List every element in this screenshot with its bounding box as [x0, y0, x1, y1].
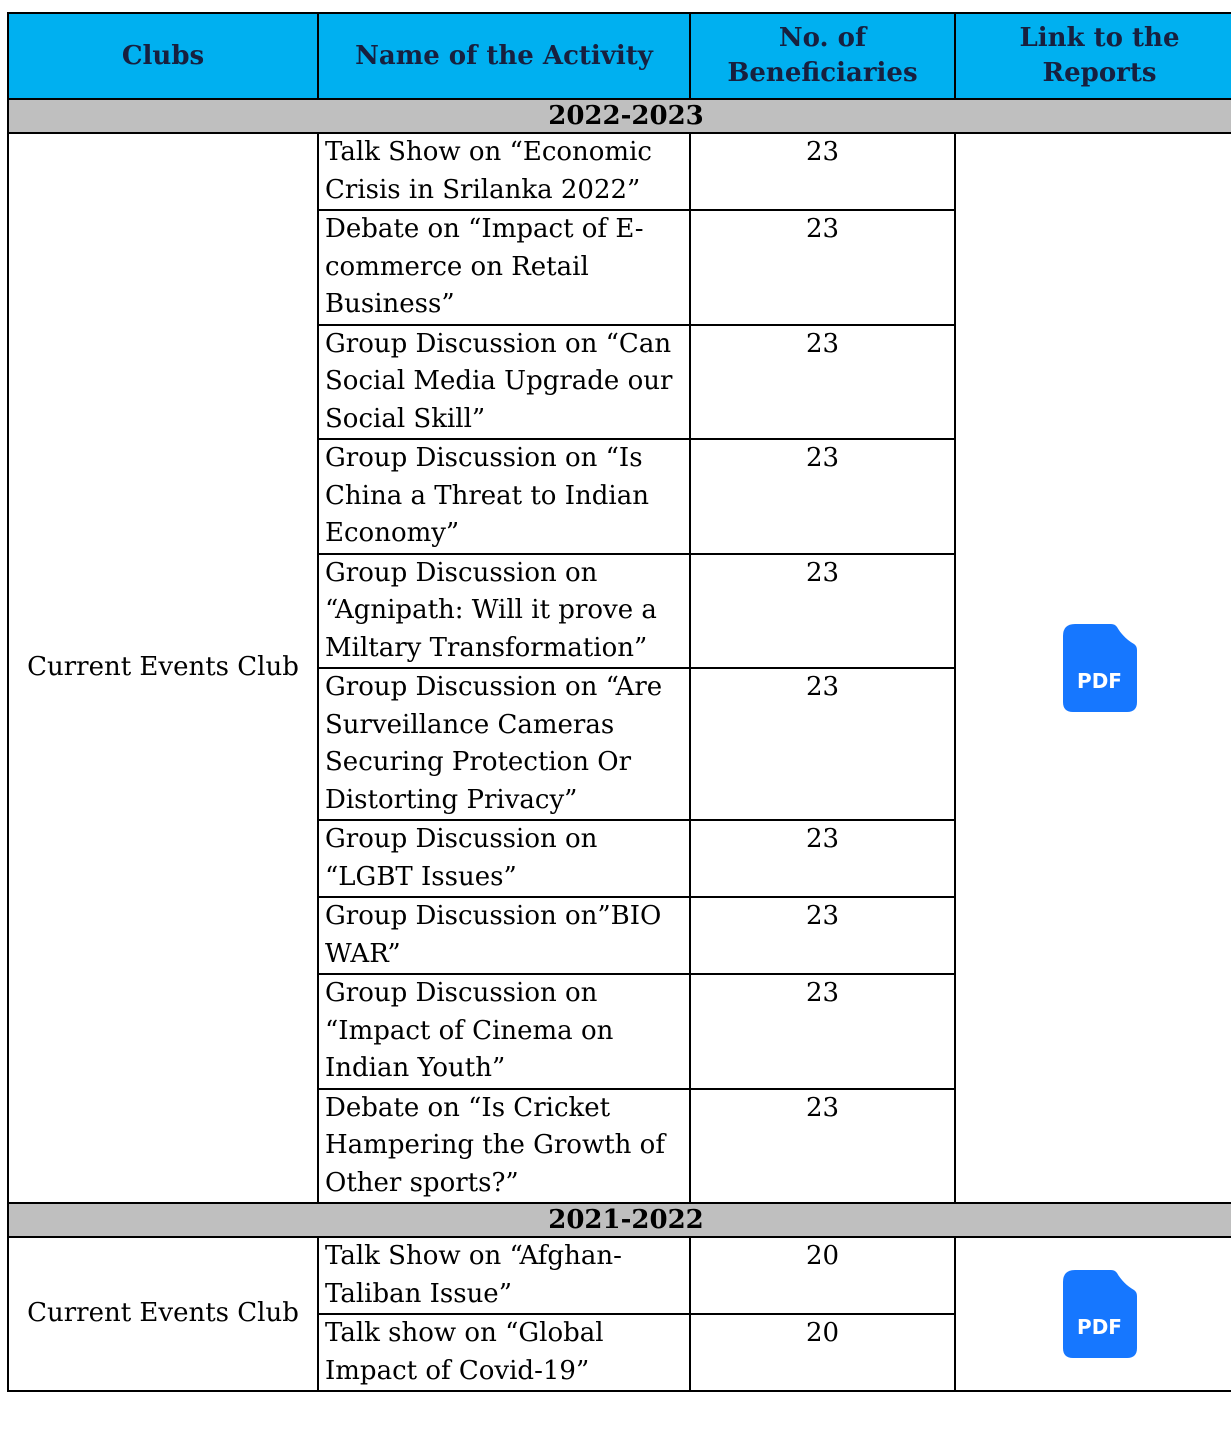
beneficiaries-count: 23: [690, 133, 955, 210]
table-row: [8, 133, 1231, 210]
activity-name: Debate on “Impact of E-commerce on Retail Business”: [318, 210, 690, 325]
header-beneficiaries: No. of Beneficiaries: [690, 13, 955, 99]
activity-name: Talk show on “Global Impact of Covid-19”: [318, 1314, 690, 1391]
activity-name: Talk Show on “Afghan-Taliban Issue”: [318, 1237, 690, 1314]
pdf-label: PDF: [1077, 1315, 1122, 1339]
activity-name: Group Discussion on “Impact of Cinema on Indian Youth”: [318, 974, 690, 1089]
club-name: Current Events Club: [8, 133, 318, 1203]
report-link-cell: [955, 133, 1231, 1203]
year-row: [8, 1203, 1231, 1237]
beneficiaries-count: 23: [690, 439, 955, 554]
header-clubs: Clubs: [8, 13, 318, 99]
beneficiaries-count: 23: [690, 668, 955, 820]
beneficiaries-count: 23: [690, 210, 955, 325]
table-body: [8, 99, 1231, 1391]
beneficiaries-count: 23: [690, 897, 955, 974]
activity-name: Debate on “Is Cricket Hampering the Growth of Other sports?”: [318, 1089, 690, 1204]
year-label: 2022-2023: [8, 99, 1231, 133]
activity-name: Group Discussion on “Can Social Media Upgrade our Social Skill”: [318, 325, 690, 440]
pdf-label: PDF: [1077, 669, 1122, 693]
activities-table: [7, 12, 1231, 1392]
activity-name: Group Discussion on “Is China a Threat to Indian Economy”: [318, 439, 690, 554]
header-row: [8, 13, 1231, 99]
activity-name: Talk Show on “Economic Crisis in Srilanka 2022”: [318, 133, 690, 210]
report-link-cell: [955, 1237, 1231, 1391]
table-row: [8, 1237, 1231, 1314]
pdf-icon[interactable]: [1061, 622, 1139, 714]
club-name: Current Events Club: [8, 1237, 318, 1391]
beneficiaries-count: 20: [690, 1237, 955, 1314]
year-label: 2021-2022: [8, 1203, 1231, 1237]
beneficiaries-count: 23: [690, 1089, 955, 1204]
pdf-icon[interactable]: [1061, 1268, 1139, 1360]
activity-name: Group Discussion on”BIO WAR”: [318, 897, 690, 974]
beneficiaries-count: 23: [690, 974, 955, 1089]
beneficiaries-count: 20: [690, 1314, 955, 1391]
activity-name: Group Discussion on “Agnipath: Will it prove a Miltary Transformation”: [318, 554, 690, 669]
header-activity: Name of the Activity: [318, 13, 690, 99]
activity-name: Group Discussion on “LGBT Issues”: [318, 820, 690, 897]
beneficiaries-count: 23: [690, 820, 955, 897]
beneficiaries-count: 23: [690, 325, 955, 440]
activity-name: Group Discussion on “Are Surveillance Cameras Securing Protection Or Distorting Privacy”: [318, 668, 690, 820]
beneficiaries-count: 23: [690, 554, 955, 669]
table-header: [8, 13, 1231, 99]
header-report-link: Link to the Reports: [955, 13, 1231, 99]
year-row: [8, 99, 1231, 133]
